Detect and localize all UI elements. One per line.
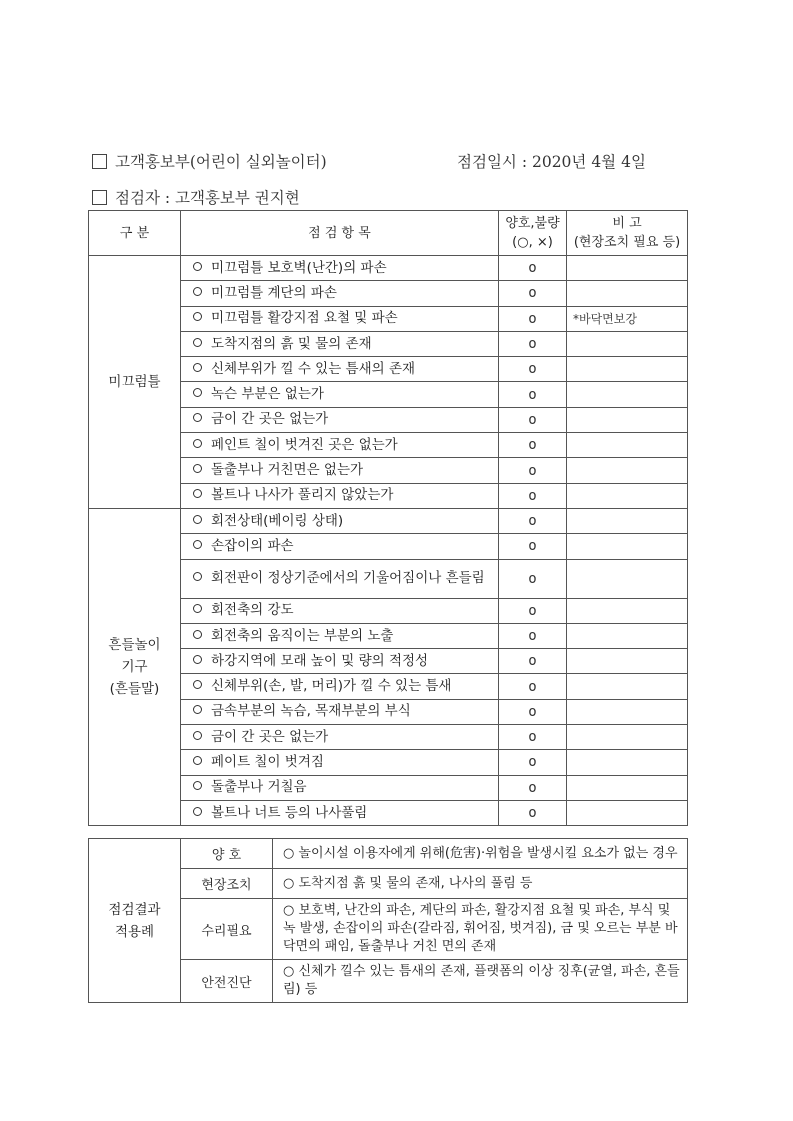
header-result bbox=[499, 211, 567, 256]
bullet-circle-icon bbox=[193, 604, 202, 613]
bullet-circle-icon bbox=[193, 680, 202, 689]
item-text: 하강지역에 모래 높이 및 량의 적정성 bbox=[211, 652, 429, 669]
inspection-table bbox=[88, 210, 688, 826]
checkbox-icon bbox=[92, 190, 107, 205]
result-text: ○ 도착지점 흙 및 물의 존재, 나사의 풀림 등 bbox=[273, 869, 688, 899]
note-cell bbox=[567, 699, 688, 724]
header-items: 점 검 항 목 bbox=[181, 211, 499, 256]
result-mark: o bbox=[499, 699, 567, 724]
item-cell bbox=[181, 331, 499, 356]
result-text: ○ 보호벽, 난간의 파손, 계단의 파손, 활강지점 요철 및 파손, 부식 및 녹 발생, 손잡이의 파손(갈라짐, 휘어짐, 벗겨짐), 금 및 오르는 부분 바닥면의 패임, 돌출부나 거친 면의 존재 bbox=[273, 899, 688, 960]
header-note-line1: 비 고 bbox=[612, 216, 642, 231]
inspector-line bbox=[92, 186, 300, 208]
bullet-circle-icon bbox=[193, 705, 202, 714]
table-row bbox=[89, 508, 688, 533]
item-cell bbox=[181, 674, 499, 699]
item-cell bbox=[181, 649, 499, 674]
result-mark: o bbox=[499, 256, 567, 281]
item-text: 신체부위가 낄 수 있는 틈새의 존재 bbox=[211, 360, 416, 377]
result-mark: o bbox=[499, 458, 567, 483]
item-cell bbox=[181, 750, 499, 775]
bullet-circle-icon bbox=[193, 262, 202, 271]
item-text: 볼트나 너트 등의 나사풀림 bbox=[211, 804, 368, 821]
result-mark: o bbox=[499, 674, 567, 699]
result-label: 현장조치 bbox=[181, 869, 273, 899]
result-mark: o bbox=[499, 725, 567, 750]
bullet-circle-icon bbox=[193, 655, 202, 664]
item-cell bbox=[181, 725, 499, 750]
result-mark: o bbox=[499, 508, 567, 533]
result-mark: o bbox=[499, 306, 567, 331]
item-text: 돌출부나 거친면은 없는가 bbox=[211, 462, 364, 479]
item-cell bbox=[181, 458, 499, 483]
bullet-circle-icon bbox=[193, 413, 202, 422]
category-line: (흔들말) bbox=[109, 681, 160, 698]
bullet-circle-icon bbox=[193, 572, 202, 581]
table-header-row bbox=[89, 211, 688, 256]
item-text: 돌출부나 거칠음 bbox=[211, 779, 307, 796]
item-text: 회전축의 움직이는 부분의 노출 bbox=[211, 627, 394, 644]
result-mark: o bbox=[499, 534, 567, 559]
header-result-line1: 양호,불량 bbox=[505, 216, 560, 231]
bullet-circle-icon bbox=[193, 363, 202, 372]
bullet-circle-icon bbox=[193, 540, 202, 549]
result-row bbox=[89, 839, 688, 869]
note-cell bbox=[567, 357, 688, 382]
item-text: 미끄럼틀 활강지점 요철 및 파손 bbox=[211, 310, 398, 327]
bullet-circle-icon bbox=[193, 489, 202, 498]
note-cell bbox=[567, 483, 688, 508]
item-cell bbox=[181, 775, 499, 800]
item-cell bbox=[181, 559, 499, 598]
result-mark: o bbox=[499, 433, 567, 458]
item-text: 회전판이 정상기준에서의 기울어짐이나 흔들림 bbox=[211, 570, 485, 587]
result-mark: o bbox=[499, 281, 567, 306]
result-mark: o bbox=[499, 750, 567, 775]
note-cell bbox=[567, 331, 688, 356]
item-text: 페이트 칠이 벗겨짐 bbox=[211, 753, 324, 770]
result-mark: o bbox=[499, 483, 567, 508]
note-cell bbox=[567, 534, 688, 559]
bullet-circle-icon bbox=[193, 388, 202, 397]
item-cell bbox=[181, 483, 499, 508]
result-text: ○ 신체가 낄수 있는 틈새의 존재, 플랫폼의 이상 징후(균열, 파손, 흔들림) 등 bbox=[273, 960, 688, 1003]
item-cell bbox=[181, 534, 499, 559]
header-result-line2: (○, ×) bbox=[512, 235, 553, 250]
item-text: 미끄럼틀 계단의 파손 bbox=[211, 284, 337, 301]
item-text: 미끄럼틀 보호벽(난간)의 파손 bbox=[211, 259, 387, 276]
item-cell bbox=[181, 699, 499, 724]
item-text: 페인트 칠이 벗겨진 곳은 없는가 bbox=[211, 436, 398, 453]
table-row bbox=[89, 256, 688, 281]
result-label: 안전진단 bbox=[181, 960, 273, 1003]
bullet-circle-icon bbox=[193, 287, 202, 296]
item-cell bbox=[181, 407, 499, 432]
note-cell bbox=[567, 800, 688, 825]
bullet-circle-icon bbox=[193, 630, 202, 639]
result-text: ○ 놀이시설 이용자에게 위해(危害)·위험을 발생시킬 요소가 없는 경우 bbox=[273, 839, 688, 869]
item-cell bbox=[181, 256, 499, 281]
note-cell bbox=[567, 508, 688, 533]
item-text: 회전축의 강도 bbox=[211, 602, 294, 619]
item-cell bbox=[181, 357, 499, 382]
item-cell bbox=[181, 306, 499, 331]
item-cell bbox=[181, 598, 499, 623]
item-text: 신체부위(손, 발, 머리)가 낄 수 있는 틈새 bbox=[211, 678, 452, 695]
result-mark: o bbox=[499, 331, 567, 356]
results-table bbox=[88, 838, 688, 1003]
item-cell bbox=[181, 433, 499, 458]
note-cell bbox=[567, 750, 688, 775]
bullet-circle-icon bbox=[193, 781, 202, 790]
result-mark: o bbox=[499, 800, 567, 825]
bullet-circle-icon bbox=[193, 731, 202, 740]
header-note bbox=[567, 211, 688, 256]
category-line: 점검결과 bbox=[108, 901, 161, 918]
checkbox-icon bbox=[92, 154, 107, 169]
department-title bbox=[92, 150, 327, 172]
result-mark: o bbox=[499, 598, 567, 623]
category-line: 미끄럼틀 bbox=[108, 373, 161, 390]
category-cell bbox=[89, 508, 181, 825]
item-text: 회전상태(베이링 상태) bbox=[211, 512, 344, 529]
department-text: 고객홍보부(어린이 실외놀이터) bbox=[115, 153, 327, 171]
note-cell bbox=[567, 559, 688, 598]
results-category-cell bbox=[89, 839, 181, 1003]
item-cell bbox=[181, 508, 499, 533]
result-mark: o bbox=[499, 382, 567, 407]
category-cell bbox=[89, 256, 181, 509]
note-cell bbox=[567, 649, 688, 674]
item-text: 볼트나 나사가 풀리지 않았는가 bbox=[211, 487, 394, 504]
note-cell bbox=[567, 725, 688, 750]
header-category: 구 분 bbox=[89, 211, 181, 256]
bullet-circle-icon bbox=[193, 338, 202, 347]
category-line: 기구 bbox=[121, 659, 148, 676]
header-note-line2: (현장조치 필요 등) bbox=[573, 235, 681, 250]
category-line: 흔들놀이 bbox=[108, 637, 161, 654]
item-text: 녹슨 부분은 없는가 bbox=[211, 386, 324, 403]
item-text: 금속부분의 녹슴, 목재부분의 부식 bbox=[211, 703, 411, 720]
item-text: 금이 간 곳은 없는가 bbox=[211, 411, 329, 428]
item-cell bbox=[181, 281, 499, 306]
result-mark: o bbox=[499, 623, 567, 648]
result-mark: o bbox=[499, 649, 567, 674]
note-cell bbox=[567, 775, 688, 800]
bullet-circle-icon bbox=[193, 756, 202, 765]
bullet-circle-icon bbox=[193, 515, 202, 524]
category-line: 적용례 bbox=[114, 923, 155, 940]
item-cell bbox=[181, 800, 499, 825]
result-mark: o bbox=[499, 357, 567, 382]
note-cell bbox=[567, 598, 688, 623]
result-mark: o bbox=[499, 559, 567, 598]
note-cell bbox=[567, 623, 688, 648]
item-text: 손잡이의 파손 bbox=[211, 537, 294, 554]
result-label: 양 호 bbox=[181, 839, 273, 869]
inspection-date: 점검일시 : 2020년 4월 4일 bbox=[457, 153, 646, 171]
result-mark: o bbox=[499, 775, 567, 800]
note-cell bbox=[567, 382, 688, 407]
item-cell bbox=[181, 382, 499, 407]
item-text: 도착지점의 흙 및 물의 존재 bbox=[211, 335, 372, 352]
item-text: 금이 간 곳은 없는가 bbox=[211, 728, 329, 745]
bullet-circle-icon bbox=[193, 464, 202, 473]
note-cell bbox=[567, 281, 688, 306]
note-cell bbox=[567, 407, 688, 432]
bullet-circle-icon bbox=[193, 439, 202, 448]
note-cell bbox=[567, 674, 688, 699]
note-cell bbox=[567, 433, 688, 458]
item-cell bbox=[181, 623, 499, 648]
bullet-circle-icon bbox=[193, 312, 202, 321]
note-cell: *바닥면보강 bbox=[567, 306, 688, 331]
note-cell bbox=[567, 256, 688, 281]
bullet-circle-icon bbox=[193, 807, 202, 816]
inspector-text: 점검자 : 고객홍보부 권지현 bbox=[115, 189, 300, 207]
result-label: 수리필요 bbox=[181, 899, 273, 960]
result-mark: o bbox=[499, 407, 567, 432]
note-cell bbox=[567, 458, 688, 483]
